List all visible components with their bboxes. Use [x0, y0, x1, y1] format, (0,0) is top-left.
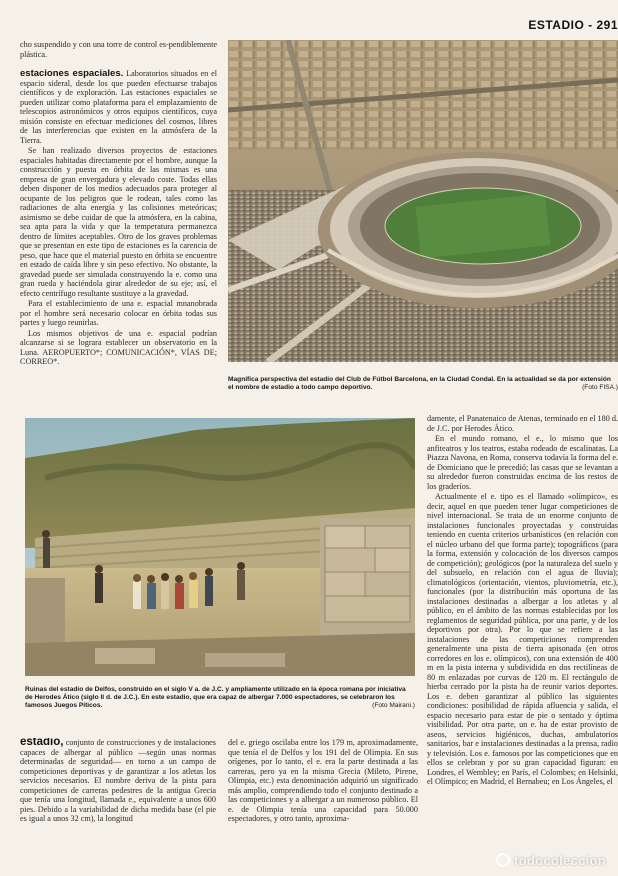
running-head: ESTADIO - 291 [528, 18, 618, 32]
barcelona-photo-caption [228, 376, 618, 392]
entry-headword-estadio: estadio, [20, 738, 64, 748]
caption-text: Magnífica perspectiva del estadio del Club de Fútbol Barcelona, en la Ciudad Condal. En la actualidad se da por extensión el nombre de estadio a todo campo deportivo. [228, 376, 611, 391]
entry-text: Se han realizado diversos proyectos de estaciones espaciales habitadas directamente por el hombre, aunque la construcción y puesta en órbita de las mismas es una empresa de gran envergadura y elevado coste. Todas ellas deben disponer de los medios adecuados para proteger al ocupante de los peligros que le rodean, tales como las radiaciones de alta energía y las colisiones meteóricas; asimismo se debe cuidar de que la atmósfera, en la cabina, sea apta para la vida y que la temperatura permanezca dentro de límites aceptables. Otro de los graves problemas que se presentan en este tipo de estaciones es la carencia de peso, que hace que el material puesto en órbita se encuentre en estado de caída libre y sin peso efectivo. No obstante, la gravedad puede ser simulada construyendo la e. como una gran rueda y haciéndola girar alrededor de su eje; así, el efecto centrífugo resultante sustituye a la gravedad. [20, 146, 217, 298]
entry-text: conjunto de construcciones y de instalaciones capaces de albergar al público —según unas normas determinadas de seguridad— en torno a un campo de competiciones deportivas y de garantizar a los atletas los servicios necesarios. El nombre deriva de la pista para competiciones de carreras pedestres de la antigua Grecia que tenía una longitud, llamada e., equivalente a unos 600 pies. Debido a la variabilidad de dicha medida base (el pie es igual a unos 32 cm), la longitud [20, 738, 216, 823]
delfos-photo-caption [25, 686, 415, 710]
watermark [496, 853, 606, 868]
entry-text: del e. griego oscilaba entre los 179 m, aproximadamente, que tenía el de Delfos y los 191 del de Olimpia. En sus orígenes, por lo tanto, el e. era la parte destinada a las carreras, pero ya en la misma Grecia (Mileto, Pirene, Olimpia, etc.) esta denominación adquirió un significado más amplio, comprendiendo todo el conjunto destinado a las competiciones y a albergar a un numeroso público. El e. de Olimpia tenía una capacidad para 50.000 espectadores, y otro tanto, aproxima- [228, 738, 418, 823]
entry-text: Actualmente el e. tipo es el llamado «olímpico», es decir, aquel en que pueden tener lugar competiciones de nivel internacional. Se trata de un enorme conjunto de instalaciones funcionales proyectadas y construidas teniendo en cuenta criterios urbanísticos (en relación con el núcleo urbano del que forma parte); topográficos (para la forma, extensión y colocación de los diversos campos de competición); geológicos (por la naturaleza del suelo y del subsuelo, en relación con el agua de lluvia); climatológicos (orientación, vientos, pluviometría, etc.), funcionales (por la distribución más oportuna de las instalaciones destinadas a albergar a los atletas y al público, en el ámbito de las normas establecidas por los reglamentos de seguridad pública, por una parte, y de los deportivos por otra). Por lo que se refiere a las instalaciones de las competiciones comprenden generalmente una pista de tierra apisonada (en otros corredores en los e. olímpicos), con una extensión de 400 m en la pista interna y subdividida en dos rectilíneas de 80 m enlazadas por curvas de 120 m. El rectángulo de hierba cerrado por la pista ha de reunir varios deportes. Los e. deben garantizar al público las siguientes condiciones: posibilidad de rápida afluencia y salida, el espacio necesario para estar de pie o sentado y óptima visibilidad. Por otra parte, un e. ha de estar provisto de aseos, servicios higiénicos, duchas, ambulatorios sanitarios, bar e instalaciones destinadas a la prensa, radio y televisión. Los e. famosos por las competiciones que en ellos se celebran y por su gran capacidad figuran: en Londres, el Wembley; en París, el Colombes; en Helsinki, el Olímpico; en Madrid, el Bernabeu; en Los Ángeles, el [427, 492, 618, 786]
column-estadio-continuation [427, 414, 618, 864]
delfos-stadium-photo [25, 418, 415, 676]
photo-credit: (Foto FISA.) [582, 384, 618, 391]
entry-text: damente, el Panatenaico de Atenas, terminado en el 180 d. de J.C. por Herodes Ático. [427, 414, 618, 433]
caption-text: Ruinas del estadio de Delfos, construido en el siglo V a. de J.C. y ampliamente utilizado en la época romana por iniciativa de Herodes Ático (siglo II d. de J.C.). En este estadio, que era capaz de albergar 7.000 espectadores, se celebraron los famosos Juegos Píticos. [25, 686, 406, 709]
entry-text: En el mundo romano, el e., lo mismo que los anfiteatros y los teatros, estaba rodeado de escalinatas. La Piazza Navona, en Roma, conserva todavía la forma del e. de Domiciano que le precedió; las casas que se levantan a su alrededor fueron construidas encima de los restos de los graderíos. [427, 434, 618, 491]
continuation-text: cho suspendido y con una torre de control es-pendiblemente plástica. [20, 40, 217, 59]
entry-headword-estaciones: estaciones espaciales. [20, 68, 124, 79]
entry-text: Laboratorios situados en el espacio sideral, desde los que pueden efectuarse trabajos científicos y de exploración. Las estaciones espaciales se pueden utilizar como plataforma para el emplazamiento de telescopios astronómicos y otros equipos científicos, cuya misión consiste en efectuar mediciones del cosmos, libres de las interferencias que existen en la atmósfera de la Tierra. [20, 69, 217, 145]
watermark-logo-icon [496, 853, 510, 867]
entry-text: Para el establecimiento de una e. espacial mnanobrada por el hombre será necesario colocar en órbita todas sus partes y luego reunirlas. [20, 299, 217, 327]
watermark-text: todocoleccion [513, 853, 606, 868]
photo-credit: (Foto Mairani.) [372, 702, 415, 709]
entry-text: Los mismos objetivos de una e. espacial podrían alcanzarse si se lograra establecer un observatorio en la Luna. AEROPUERTO*; COMUNICACIÓN*, VÍAS DE; CORREO*. [20, 328, 217, 366]
column-estadio-a [20, 738, 216, 866]
barcelona-stadium-photo [228, 40, 618, 362]
column-estadio-b [228, 738, 418, 866]
column-estaciones-espaciales [20, 40, 217, 392]
